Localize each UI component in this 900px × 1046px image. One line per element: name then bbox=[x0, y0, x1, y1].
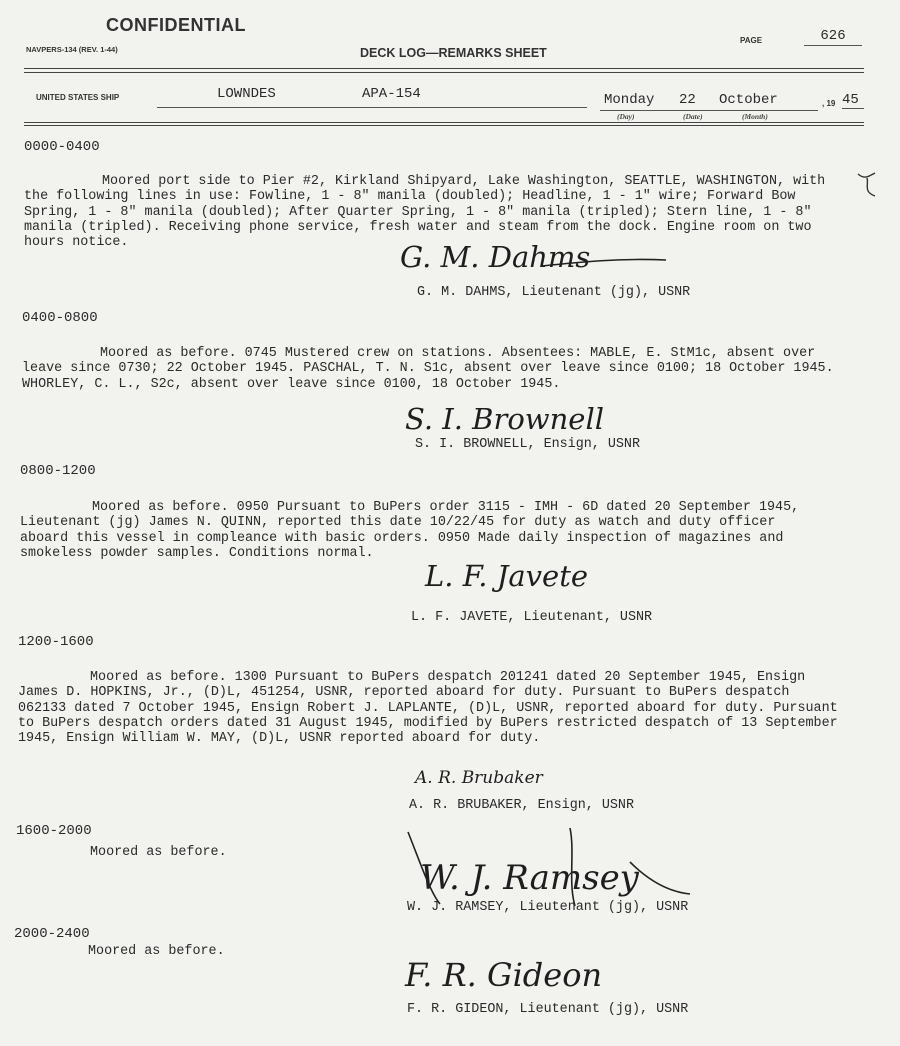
header-rule-top bbox=[24, 68, 864, 69]
page-label: PAGE bbox=[740, 36, 763, 45]
watch-remarks bbox=[20, 485, 799, 561]
remark-line: to BuPers despatch orders dated 31 August 1945, modified by BuPers restricted despatch of 13 September bbox=[18, 715, 838, 731]
classification-stamp: CONFIDENTIAL bbox=[106, 15, 246, 35]
year-prefix: , 19 bbox=[822, 99, 836, 108]
remark-line: Spring, 1 - 8" manila (doubled); After Quarter Spring, 1 - 8" manila (tripled); Stern line, 1 - 8" bbox=[24, 204, 812, 220]
watch-time: 0800-1200 bbox=[20, 463, 96, 479]
log-month: October bbox=[719, 92, 778, 108]
watch-time: 0400-0800 bbox=[22, 310, 98, 326]
remark-line: Lieutenant (jg) James N. QUINN, reported this date 10/22/45 for duty as watch and duty officer bbox=[20, 515, 776, 531]
log-day: Monday bbox=[604, 92, 655, 108]
remark-line: Moored port side to Pier #2, Kirkland Shipyard, Lake Washington, SEATTLE, WASHINGTON, with bbox=[102, 174, 826, 190]
remark-line: Moored as before. bbox=[90, 845, 227, 860]
remark-line: the following lines in use: Fowline, 1 - 8" manila (doubled); Headline, 1 - 1" wire; Forward Bow bbox=[24, 189, 796, 205]
officer-name: S. I. BROWNELL, Ensign, USNR bbox=[415, 437, 640, 452]
caption-date: (Date) bbox=[683, 112, 703, 121]
officer-name: A. R. BRUBAKER, Ensign, USNR bbox=[409, 798, 634, 813]
caption-month: (Month) bbox=[742, 112, 768, 121]
remark-line: Moored as before. 1300 Pursuant to BuPers despatch 201241 dated 20 September 1945, Ensign bbox=[90, 670, 806, 686]
remark-line: Moored as before. 0745 Mustered crew on stations. Absentees: MABLE, E. StM1c, absent over bbox=[100, 346, 816, 362]
ship-label: UNITED STATES SHIP bbox=[36, 93, 120, 102]
watch-time: 2000-2400 bbox=[14, 926, 90, 942]
officer-name: W. J. RAMSEY, Lieutenant (jg), USNR bbox=[407, 900, 689, 915]
signature-brownell: S. I. Brownell bbox=[405, 402, 605, 436]
form-id: NAVPERS-134 (REV. 1-44) bbox=[26, 45, 118, 54]
signature-gideon: F. R. Gideon bbox=[405, 956, 603, 994]
watch-remarks bbox=[24, 159, 825, 250]
page-number: 626 bbox=[804, 28, 862, 46]
ship-name: LOWNDES bbox=[217, 86, 276, 102]
officer-name: F. R. GIDEON, Lieutenant (jg), USNR bbox=[407, 1002, 689, 1017]
signature-ramsey: W. J. Ramsey bbox=[420, 858, 639, 898]
watch-time: 1200-1600 bbox=[18, 634, 94, 650]
remark-line: smokeless powder samples. Conditions normal. bbox=[20, 545, 374, 561]
margin-initial-mark bbox=[855, 170, 881, 200]
officer-name: G. M. DAHMS, Lieutenant (jg), USNR bbox=[417, 285, 691, 300]
signature-brubaker: A. R. Brubaker bbox=[415, 768, 543, 788]
header-rule-top-2 bbox=[24, 72, 864, 73]
remark-line: WHORLEY, C. L., S2c, absent over leave since 0100, 18 October 1945. bbox=[22, 376, 561, 392]
hull-number: APA-154 bbox=[362, 86, 421, 102]
remark-line: James D. HOPKINS, Jr., (D)L, 451254, USNR, reported aboard for duty. Pursuant to BuPers despatch bbox=[18, 685, 790, 701]
header-rule-bottom-2 bbox=[24, 125, 864, 126]
ship-underline bbox=[157, 107, 587, 108]
remark-line: manila (tripled). Receiving phone service, fresh water and steam from the dock. Engine room on two bbox=[24, 219, 812, 235]
signature-javete: L. F. Javete bbox=[425, 559, 589, 593]
watch-remarks bbox=[18, 655, 838, 746]
watch-remarks bbox=[88, 944, 225, 959]
date-underline bbox=[600, 110, 818, 111]
remark-line: Moored as before. 0950 Pursuant to BuPers order 3115 - IMH - 6D dated 20 September 1945, bbox=[92, 500, 800, 516]
caption-day: (Day) bbox=[617, 112, 635, 121]
signature-flourish bbox=[540, 252, 670, 272]
year-suffix: 45 bbox=[842, 92, 864, 109]
header-rule-bottom bbox=[24, 122, 864, 123]
remark-line: 062133 dated 7 October 1945, Ensign Robert J. LAPLANTE, (D)L, USNR, reported aboard for duty. Pursuant bbox=[18, 700, 838, 716]
remark-line: leave since 0730; 22 October 1945. PASCHAL, T. N. S1c, absent over leave since 0100; 18 October 1945. bbox=[22, 361, 834, 377]
remark-line: hours notice. bbox=[24, 235, 129, 251]
sheet-title: DECK LOG—REMARKS SHEET bbox=[360, 46, 547, 60]
remark-line: aboard this vessel in compleance with basic orders. 0950 Made daily inspection of magazines and bbox=[20, 530, 784, 546]
remark-line: Moored as before. bbox=[88, 944, 225, 959]
log-date: 22 bbox=[679, 92, 696, 108]
signature-flourish bbox=[400, 822, 700, 912]
watch-time: 1600-2000 bbox=[16, 823, 92, 839]
remark-line: 1945, Ensign William W. MAY, (D)L, USNR reported aboard for duty. bbox=[18, 731, 541, 747]
watch-remarks bbox=[90, 845, 227, 860]
officer-name: L. F. JAVETE, Lieutenant, USNR bbox=[411, 610, 653, 625]
signature-dahms: G. M. Dahms bbox=[400, 240, 591, 274]
watch-time: 0000-0400 bbox=[24, 139, 100, 155]
watch-remarks bbox=[22, 331, 834, 392]
